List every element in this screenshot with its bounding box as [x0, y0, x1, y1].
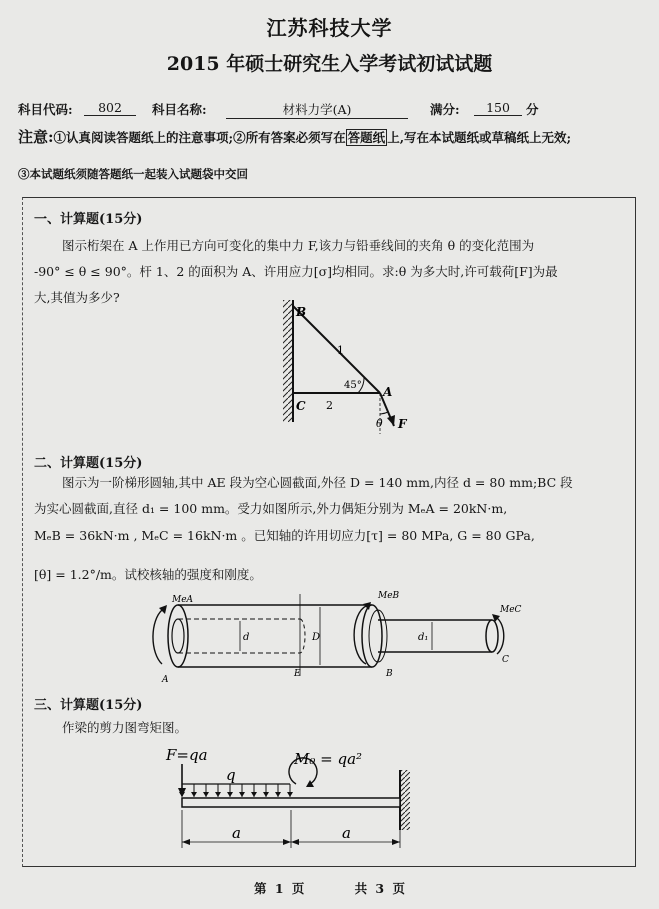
q1-label-bar2: 2	[326, 399, 333, 412]
subject-code-value: 802	[84, 100, 136, 116]
q2-left-end-inner	[172, 619, 184, 653]
q1-text-line2: -90° ≤ θ ≤ 90°。杆 1、2 的面积为 A、许用应力[σ]均相同。求:θ 为多大时,许可载荷[F]为最	[34, 264, 558, 279]
q2-label-d1: d₁	[418, 632, 429, 643]
q1-label-F: F	[398, 417, 407, 431]
q1-force-arrowhead	[387, 415, 395, 426]
subject-name-label: 科目名称:	[152, 102, 207, 117]
notice-boxed-answer-sheet: 答题纸	[347, 130, 386, 145]
q2-label-MeA: MeA	[172, 595, 194, 605]
full-score-field	[474, 100, 522, 116]
q1-heading: 一、计算题(15分)	[34, 212, 143, 227]
subject-code-field	[84, 100, 136, 116]
q1-text-line1: 图示桁架在 A 上作用已方向可变化的集中力 F,该力与铅垂线间的夹角 θ 的变化范围为	[62, 238, 535, 253]
q2-label-A: A	[162, 675, 169, 685]
university-name: 江苏科技大学	[266, 16, 393, 40]
exam-title: 2015 年硕士研究生入学考试初试试题	[166, 53, 493, 75]
q2-shaft-figure	[150, 588, 530, 688]
page-number: 第 1 页	[254, 881, 305, 896]
q3-wall-hatch	[400, 770, 410, 830]
subject-name-field	[226, 100, 408, 119]
q1-label-theta: θ	[376, 417, 383, 430]
notice-item-1-end: 上,写在本试题纸或草稿纸上无效;	[387, 130, 572, 145]
subject-code-label: 科目代码:	[18, 102, 73, 117]
q2-text-line2: 为实心圆截面,直径 d₁ = 100 mm。受力如图所示,外力偶矩分别为 MₑA = 20kN·m,	[34, 501, 508, 516]
full-score-label: 满分:	[430, 102, 460, 117]
notice-label: 注意:	[18, 128, 54, 146]
q2-text-line3: MₑB = 36kN·m , MₑC = 16kN·m 。已知轴的许用切应力[τ] = 80 MPa, G = 80 GPa,	[34, 528, 535, 543]
q2-text-line4: [θ] = 1.2°/m。试校核轴的强度和刚度。	[34, 567, 262, 582]
page-footer	[0, 879, 659, 897]
q3-label-a2: a	[342, 824, 351, 842]
q2-heading: 二、计算题(15分)	[34, 456, 143, 471]
q2-label-D: D	[312, 632, 321, 643]
full-score-value: 150	[474, 100, 522, 116]
q3-label-M0: M₀ = qa²	[294, 750, 363, 768]
q2-step-face	[362, 605, 382, 667]
notice-line-1	[18, 126, 571, 147]
q3-label-a1: a	[232, 824, 241, 842]
q1-truss-figure	[270, 296, 430, 446]
q3-label-F: F=qa	[166, 746, 208, 764]
q3-beam	[182, 798, 400, 807]
page-total: 共 3 页	[354, 881, 405, 896]
q1-label-A: A	[383, 385, 393, 399]
q3-label-q: q	[226, 766, 236, 784]
subject-name-value: 材料力学(A)	[226, 100, 408, 119]
q1-text-line3: 大,其值为多少?	[34, 290, 120, 305]
notice-item-2: ③本试题纸须随答题纸一起装入试题袋中交回	[18, 167, 248, 181]
q1-label-bar1: 1	[337, 344, 344, 357]
q2-left-end-outer	[168, 605, 188, 667]
q3-heading: 三、计算题(15分)	[34, 698, 143, 713]
q2-hollow-end	[300, 619, 305, 653]
q2-label-E: E	[294, 669, 301, 679]
q1-label-angle: 45°	[344, 380, 362, 391]
q1-label-C: C	[296, 399, 306, 413]
q2-label-d: d	[243, 632, 250, 643]
q2-label-MeB: MeB	[378, 591, 400, 601]
q2-torque-A-arc	[153, 610, 162, 664]
q2-label-C: C	[502, 655, 509, 665]
q2-right-end	[486, 620, 498, 652]
q3-text-line1: 作梁的剪力图弯矩图。	[62, 720, 188, 735]
q1-wall-hatch	[283, 300, 293, 422]
q1-label-B: B	[296, 305, 307, 319]
q3-beam-figure	[160, 742, 450, 862]
q2-label-B: B	[386, 669, 393, 679]
q1-theta-arc	[380, 412, 388, 414]
q3-distributed-load-arrows	[179, 784, 293, 797]
q2-hollow-bore	[178, 619, 300, 653]
q2-small-section-outline	[378, 620, 492, 652]
q2-big-section-outline	[178, 605, 372, 667]
full-score-unit: 分	[526, 102, 539, 117]
notice-item-1: ①认真阅读答题纸上的注意事项;②所有答案必须写在	[53, 130, 346, 145]
q2-label-MeC: MeC	[500, 605, 522, 615]
q3-force-F-arrowhead	[178, 788, 186, 797]
q2-text-line1: 图示为一阶梯形圆轴,其中 AE 段为空心圆截面,外径 D = 140 mm,内径 d = 80 mm;BC 段	[62, 475, 573, 490]
